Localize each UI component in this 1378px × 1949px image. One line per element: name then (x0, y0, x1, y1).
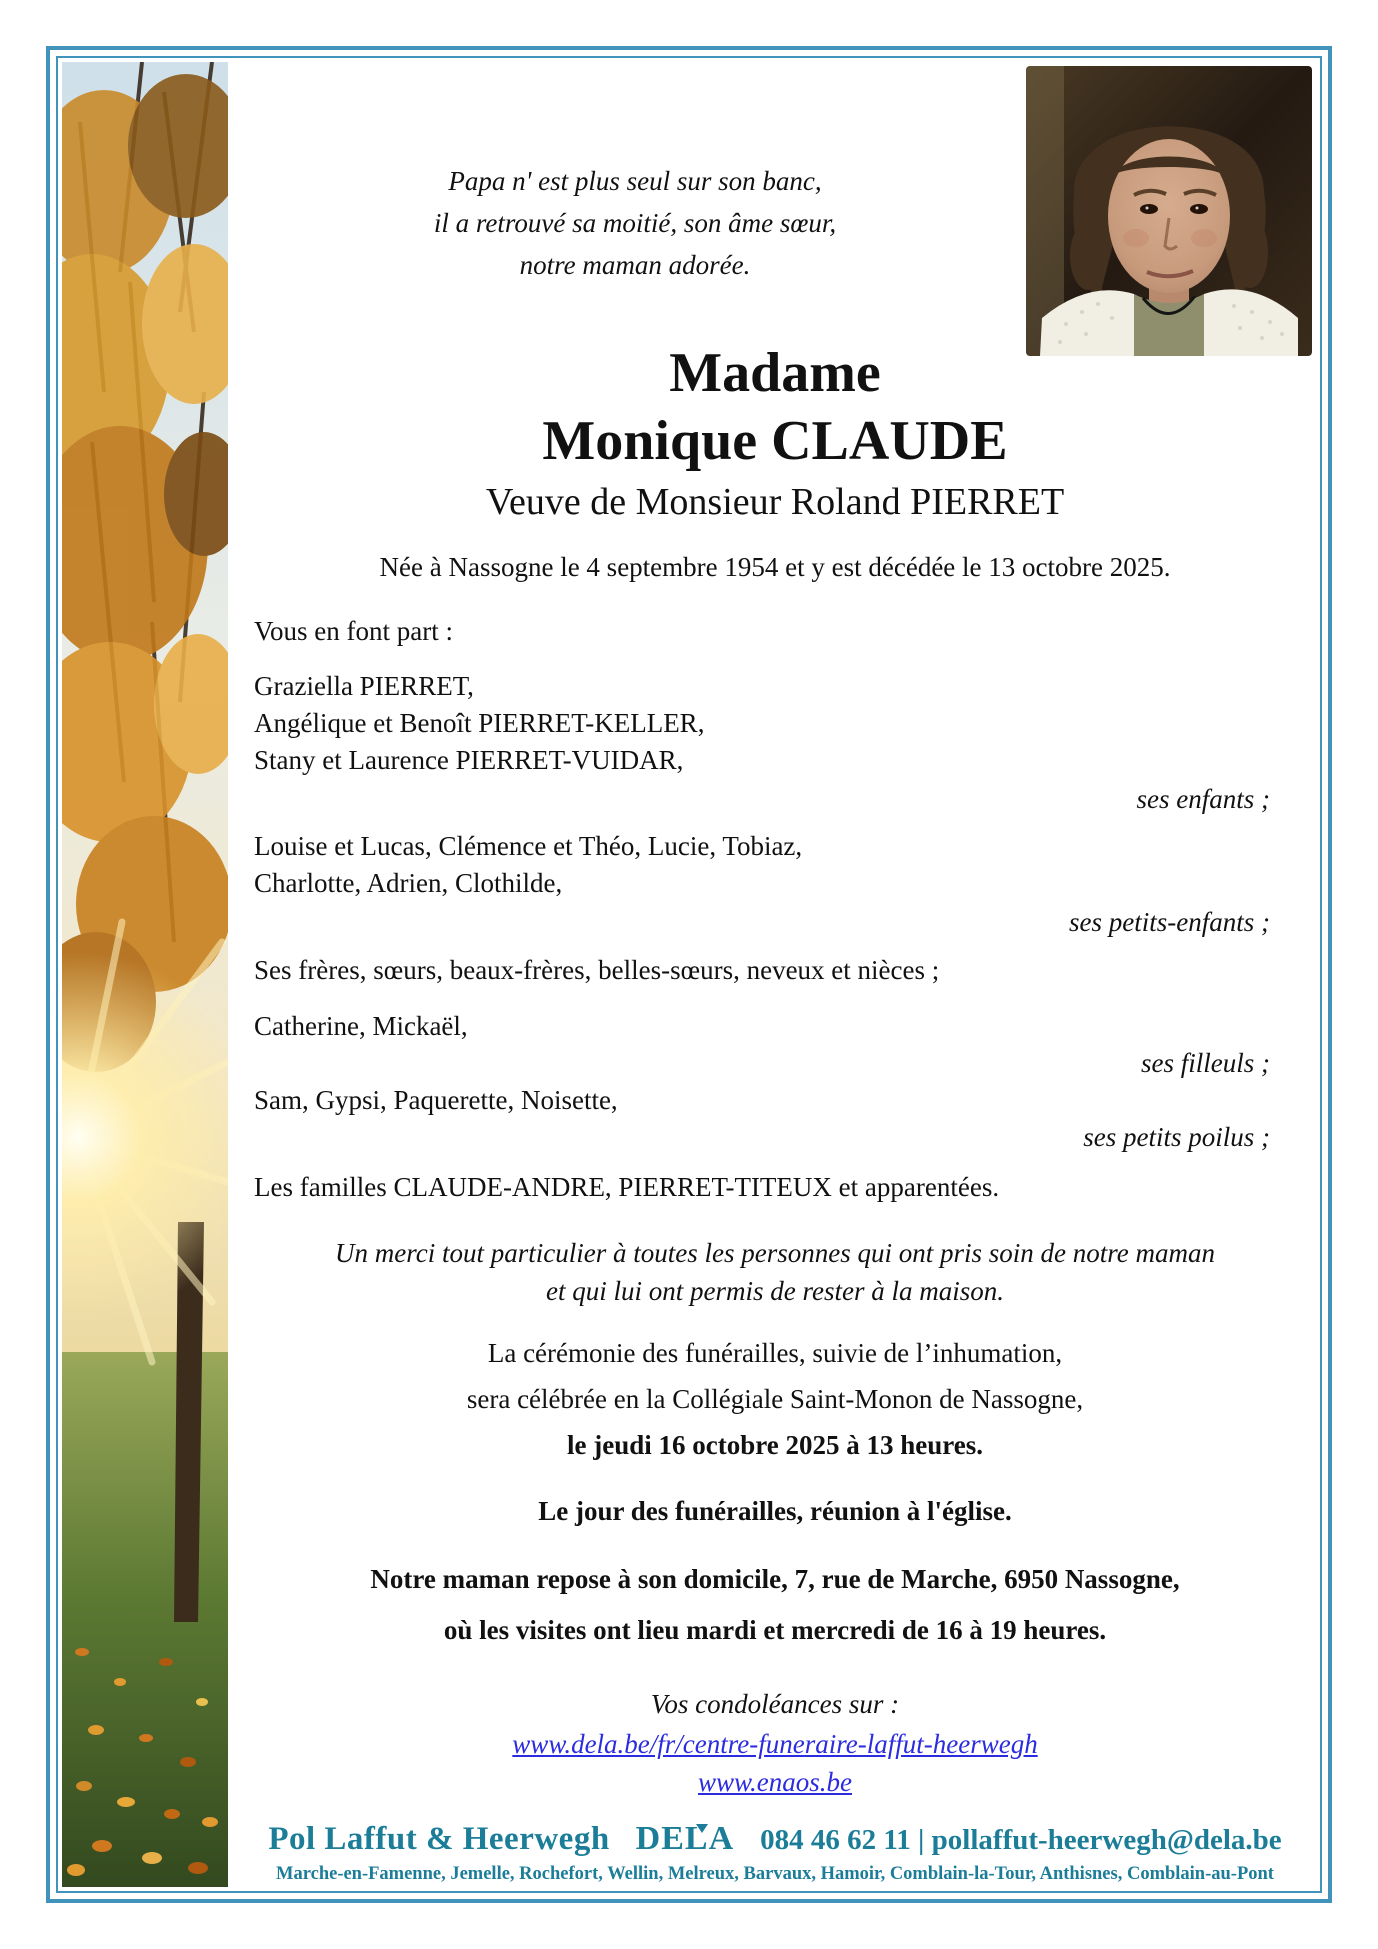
dela-logo-text: DELA (635, 1820, 735, 1857)
deceased-header (230, 340, 1320, 584)
funeral-home-name: Pol Laffut & Heerwegh (268, 1821, 610, 1857)
thanks-line: Un merci tout particulier à toutes les personnes qui ont pris soin de notre maman (335, 1238, 1215, 1268)
deceased-title: Madame (669, 342, 881, 404)
grandchildren-group (230, 828, 1320, 902)
condolences-link-dela[interactable]: www.dela.be/fr/centre-funeraire-laffut-heerwegh (512, 1729, 1038, 1759)
grandchildren-relation-label: ses petits-enfants ; (1069, 907, 1270, 937)
footer-contact: 084 46 62 11 | pollaffut-heerwegh@dela.be (760, 1824, 1282, 1856)
repose-line-2: où les visites ont lieu mardi et mercredi de 16 à 19 heures. (443, 1615, 1107, 1645)
siblings-line: Ses frères, sœurs, beaux-frères, belles-sœurs, neveux et nièces ; (254, 955, 940, 985)
families-line: Les familles CLAUDE-ANDRE, PIERRET-TITEUX et apparentées. (254, 1172, 1000, 1202)
epigraph-line: il a retrouvé sa moitié, son âme sœur, (433, 208, 837, 238)
condolences-label: Vos condoléances sur : (650, 1689, 900, 1719)
family-line: Charlotte, Adrien, Clothilde, (254, 868, 563, 898)
thanks-paragraph (230, 1234, 1320, 1310)
autumn-park-photo (62, 62, 228, 1887)
dela-logo (636, 1820, 734, 1858)
epigraph-line: notre maman adorée. (519, 250, 751, 280)
condolences-link-row (230, 1727, 1320, 1761)
repose-line-1: Notre maman repose à son domicile, 7, rue de Marche, 6950 Nassogne, (370, 1564, 1180, 1594)
thanks-line: et qui lui ont permis de rester à la maison. (546, 1276, 1004, 1306)
children-group (230, 668, 1320, 779)
condolences-link-row (230, 1765, 1320, 1799)
deceased-name: Monique CLAUDE (542, 410, 1008, 472)
epigraph-line: Papa n' est plus seul sur son banc, (448, 166, 822, 196)
reunion-line: Le jour des funérailles, réunion à l'église. (538, 1496, 1012, 1526)
ceremony-line-1: La cérémonie des funérailles, suivie de l’inhumation, (487, 1338, 1063, 1368)
family-line: Graziella PIERRET, (254, 671, 474, 701)
funeral-home-footer (230, 1820, 1320, 1885)
footer-main-line (230, 1820, 1320, 1858)
godchildren-line: Catherine, Mickaël, (254, 1011, 468, 1041)
announcement-intro: Vous en font part : (254, 616, 453, 646)
life-dates: Née à Nassogne le 4 septembre 1954 et y est décédée le 13 octobre 2025. (379, 552, 1171, 582)
card-content (230, 60, 1320, 1799)
widow-line: Veuve de Monsieur Roland PIERRET (485, 481, 1065, 523)
family-line: Angélique et Benoît PIERRET-KELLER, (254, 708, 705, 738)
autumn-photo-graphic (62, 62, 228, 1887)
children-relation-label: ses enfants ; (1136, 784, 1270, 814)
godchildren-relation-label: ses filleuls ; (1141, 1048, 1270, 1078)
family-line: Stany et Laurence PIERRET-VUIDAR, (254, 745, 684, 775)
family-line: Louise et Lucas, Clémence et Théo, Lucie, Tobiaz, (254, 831, 803, 861)
epigraph (230, 160, 1040, 286)
pets-line: Sam, Gypsi, Paquerette, Noisette, (254, 1085, 618, 1115)
pets-relation-label: ses petits poilus ; (1083, 1122, 1270, 1152)
ceremony-line-2: sera célébrée en la Collégiale Saint-Monon de Nassogne, (466, 1384, 1084, 1414)
ceremony-date-line: le jeudi 16 octobre 2025 à 13 heures. (567, 1430, 983, 1460)
condolences-link-enaos[interactable]: www.enaos.be (698, 1767, 852, 1797)
dela-flag-icon (696, 1824, 708, 1833)
footer-towns: Marche-en-Famenne, Jemelle, Rochefort, Wellin, Melreux, Barvaux, Hamoir, Comblain-la-Tour, Anthisnes, Comblain-au-Pont (276, 1864, 1274, 1884)
